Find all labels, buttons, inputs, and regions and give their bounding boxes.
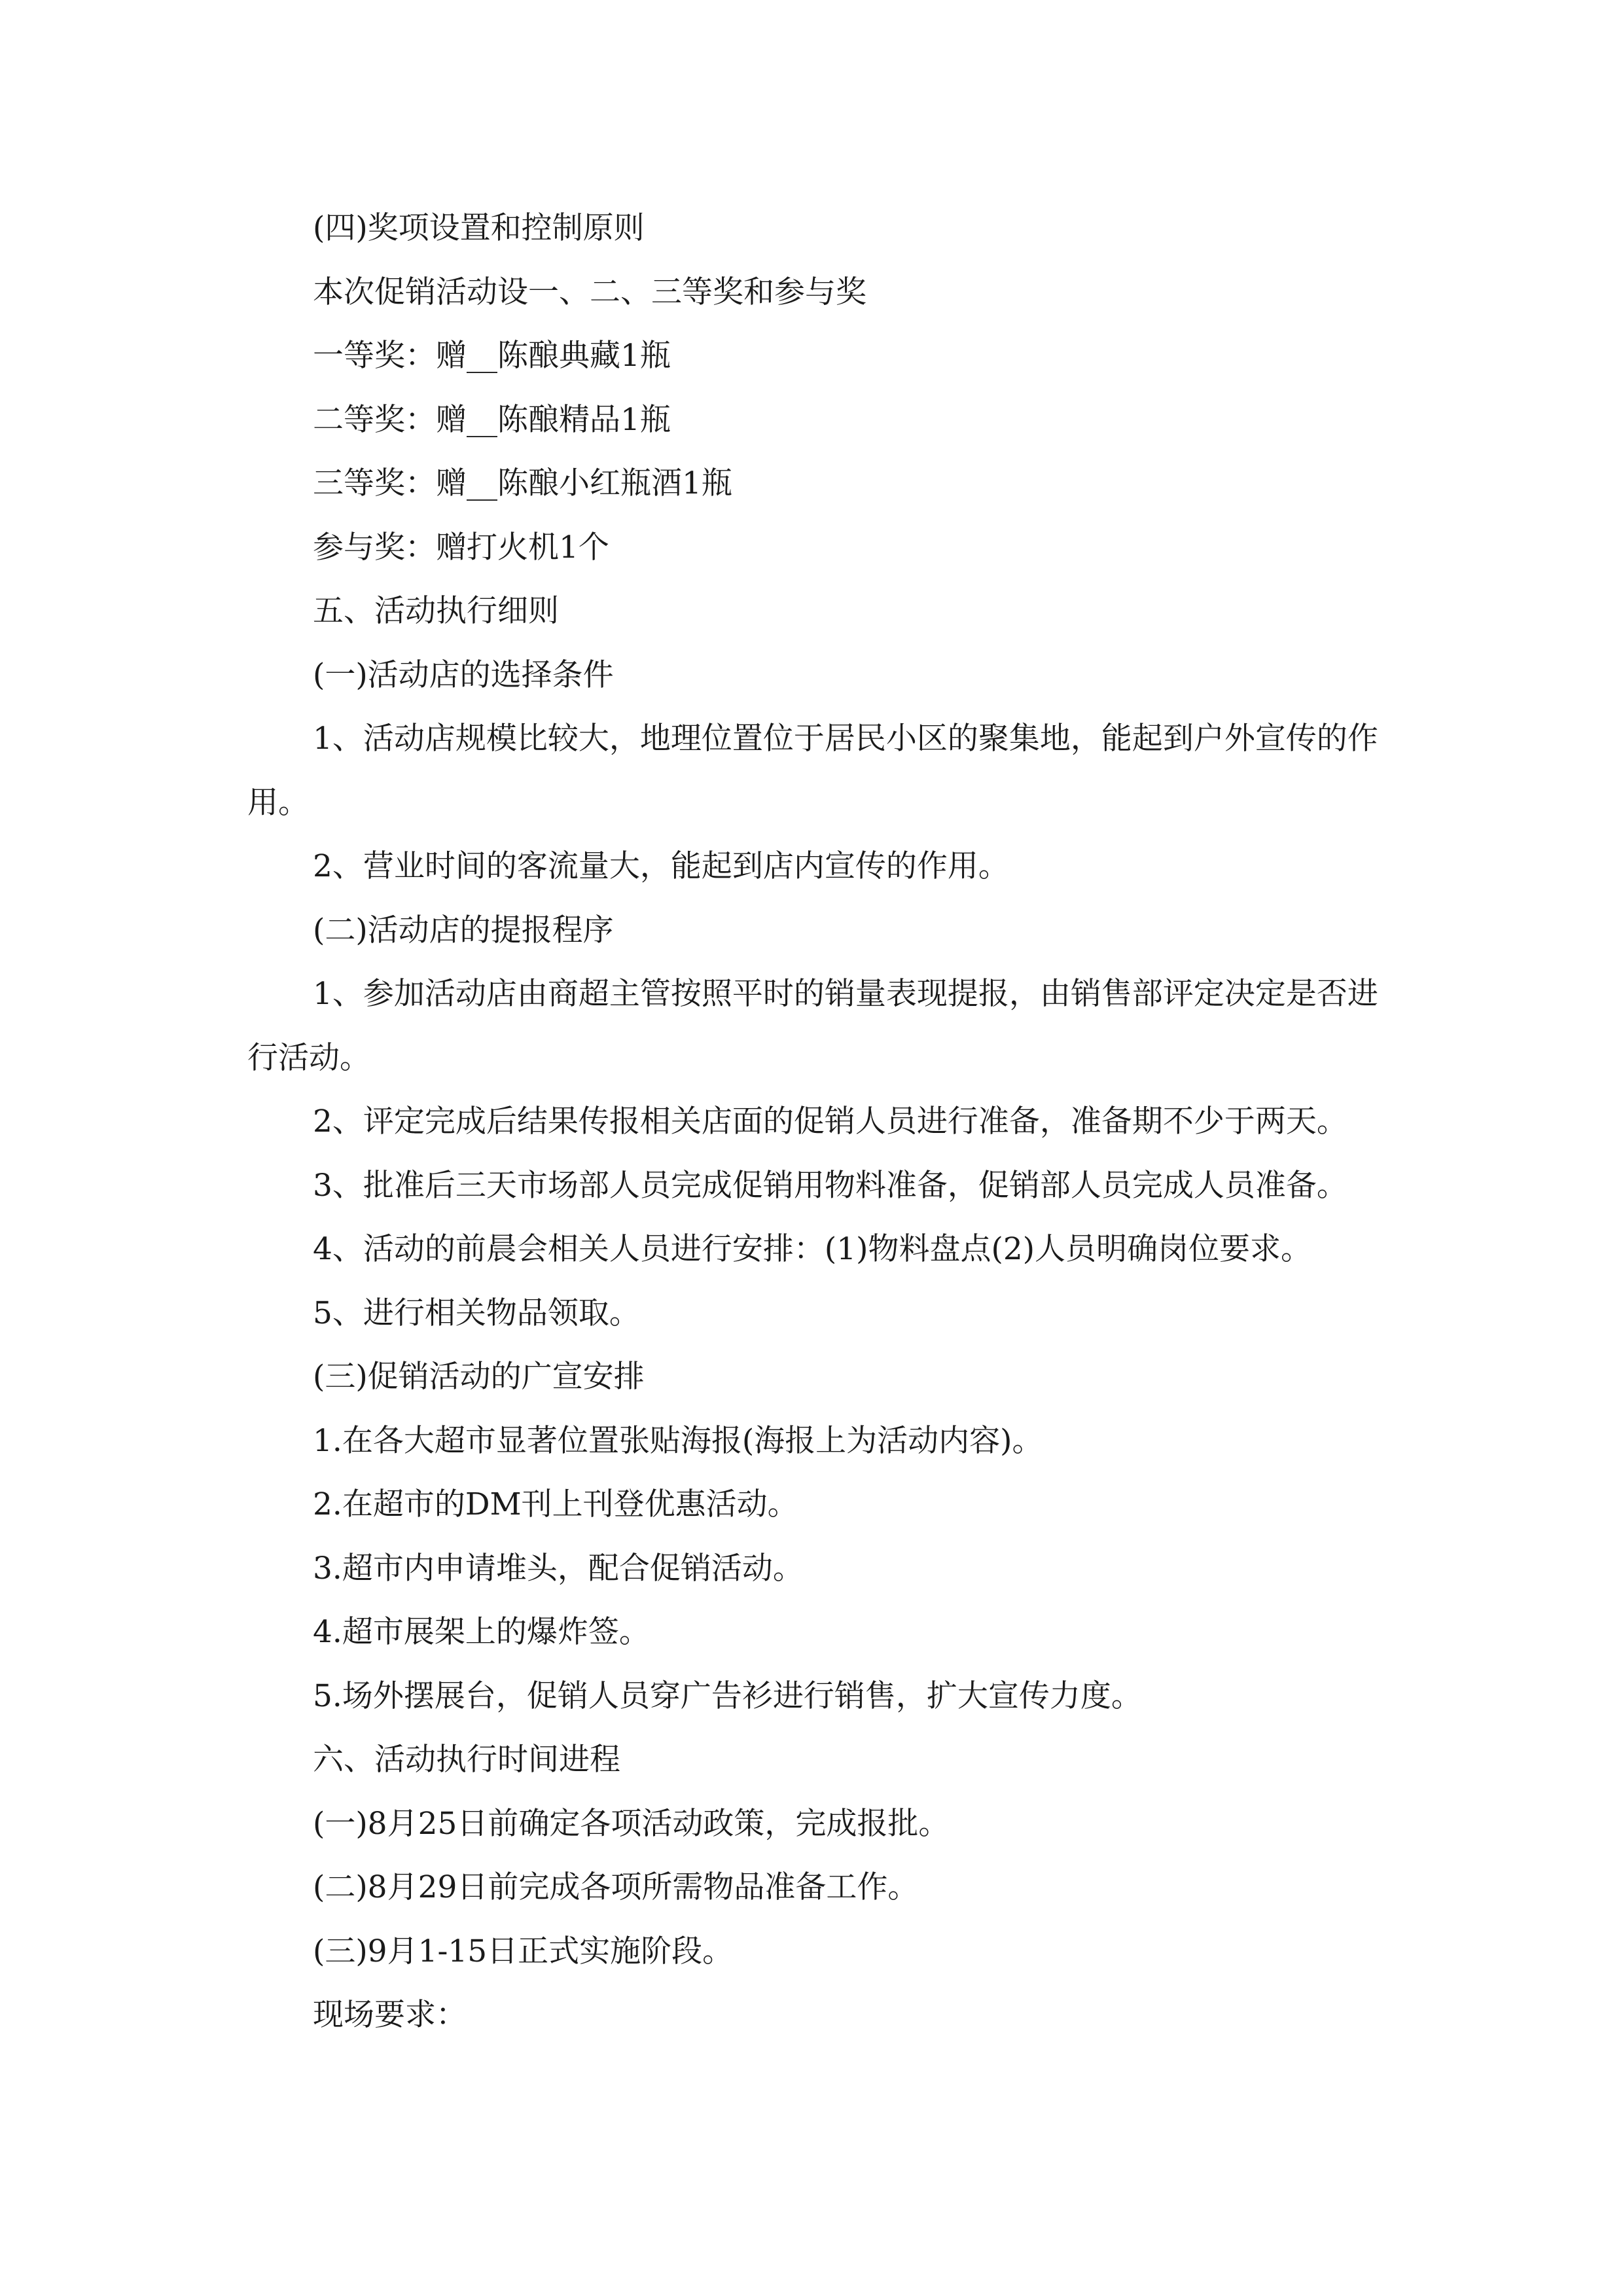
list-item: 5.场外摆展台，促销人员穿广告衫进行销售，扩大宣传力度。 [313,1677,1142,1714]
section-heading-execution-rules: 五、活动执行细则 [313,593,559,629]
list-item: 2.在超市的DM刊上刊登优惠活动。 [313,1486,798,1522]
list-item: 5、进行相关物品领取。 [313,1295,640,1331]
subsection-heading-store-nomination: (二)活动店的提报程序 [313,912,614,948]
section-heading-award-settings: (四)奖项设置和控制原则 [313,210,645,246]
schedule-item: (一)8月25日前确定各项活动政策，完成报批。 [313,1805,950,1842]
award-participation-prize: 参与奖：赠打火机1个 [313,529,609,565]
subsection-heading-advertising: (三)促销活动的广宣安排 [313,1359,645,1395]
paragraph: 本次促销活动设一、二、三等奖和参与奖 [313,274,866,310]
section-heading-schedule: 六、活动执行时间进程 [313,1742,620,1778]
list-item: 3.超市内申请堆头，配合促销活动。 [313,1550,804,1587]
list-item: 2、营业时间的客流量大，能起到店内宣传的作用。 [313,848,1009,884]
list-item: 2、评定完成后结果传报相关店面的促销人员进行准备，准备期不少于两天。 [313,1103,1347,1139]
list-item: 4.超市展架上的爆炸签。 [313,1614,650,1650]
award-first-prize: 一等奖：赠__陈酿典藏1瓶 [313,338,671,374]
document-body [247,196,1399,2047]
list-item: 3、批准后三天市场部人员完成促销用物料准备，促销部人员完成人员准备。 [313,1167,1347,1204]
award-third-prize: 三等奖：赠__陈酿小红瓶酒1瓶 [313,465,732,501]
schedule-item: (二)8月29日前完成各项所需物品准备工作。 [313,1869,919,1905]
paragraph-onsite-requirements: 现场要求： [313,1997,467,2033]
list-item: 1、参加活动店由商超主管按照平时的销量表现提报，由销售部评定决定是否进行活动。 [247,976,1378,1076]
list-item: 4、活动的前晨会相关人员进行安排：(1)物料盘点(2)人员明确岗位要求。 [313,1231,1312,1267]
schedule-item: (三)9月1-15日正式实施阶段。 [313,1933,734,1969]
subsection-heading-store-selection: (一)活动店的选择条件 [313,656,614,693]
award-second-prize: 二等奖：赠__陈酿精品1瓶 [313,401,671,438]
list-item: 1、活动店规模比较大，地理位置位于居民小区的聚集地，能起到户外宣传的作用。 [247,721,1378,821]
list-item: 1.在各大超市显著位置张贴海报(海报上为活动内容)。 [313,1422,1043,1459]
